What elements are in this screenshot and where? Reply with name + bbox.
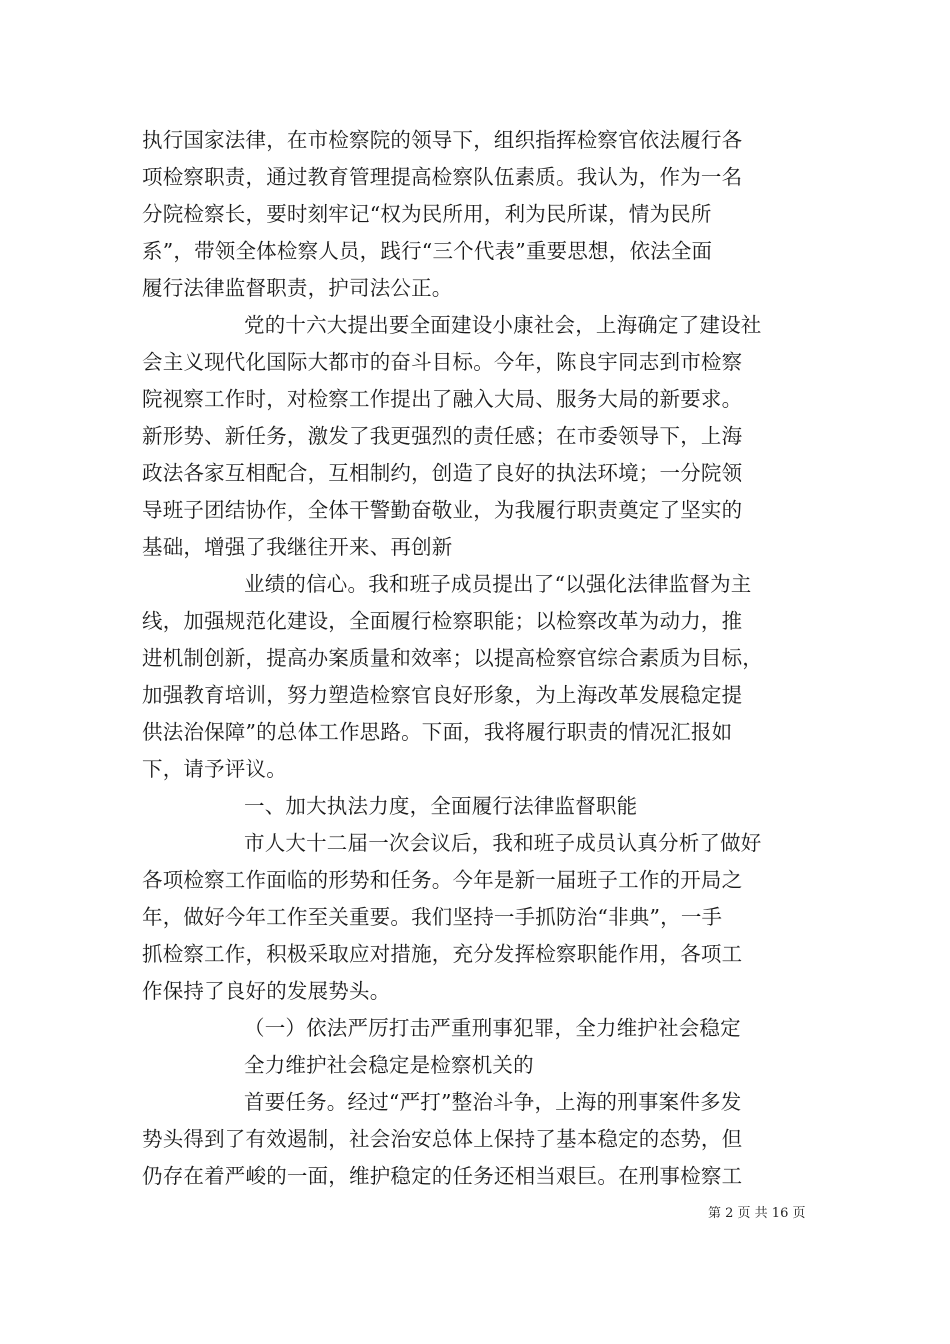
- page-number-footer: 第 2 页 共 16 页: [708, 1206, 806, 1221]
- text-line: 系”，带领全体检察人员，践行“三个代表”重要思想，依法全面: [142, 239, 713, 263]
- text-line: 进机制创新，提高办案质量和效率；以提高检察官综合素质为目标，: [142, 646, 763, 670]
- paragraph-start-line: 首要任务。经过“严打”整治斗争，上海的刑事案件多发: [244, 1090, 742, 1114]
- paragraph-start-line: 全力维护社会稳定是检察机关的: [244, 1053, 534, 1077]
- text-line: 基础，增强了我继往开来、再创新: [142, 535, 453, 559]
- text-line: 年，做好今年工作至关重要。我们坚持一手抓防治“非典”，一手: [142, 905, 723, 929]
- paragraph-start-line: 业绩的信心。我和班子成员提出了“以强化法律监督为主: [244, 572, 752, 596]
- text-line: 线，加强规范化建设，全面履行检察职能；以检察改革为动力，推: [142, 609, 743, 633]
- text-line: 政法各家互相配合，互相制约，创造了良好的执法环境；一分院领: [142, 461, 743, 485]
- text-line: 分院检察长，要时刻牢记“权为民所用，利为民所谋，情为民所: [142, 202, 712, 226]
- text-line: 项检察职责，通过教育管理提高检察队伍素质。我认为，作为一名: [142, 165, 743, 189]
- section-heading: 一、加大执法力度，全面履行法律监督职能: [244, 794, 638, 818]
- text-line: 院视察工作时，对检察工作提出了融入大局、服务大局的新要求。: [142, 387, 743, 411]
- text-line: 执行国家法律，在市检察院的领导下，组织指挥检察官依法履行各: [142, 128, 743, 152]
- text-line: 导班子团结协作，全体干警勤奋敬业，为我履行职责奠定了坚实的: [142, 498, 743, 522]
- text-line: 势头得到了有效遏制，社会治安总体上保持了基本稳定的态势，但: [142, 1127, 743, 1151]
- text-line: 会主义现代化国际大都市的奋斗目标。今年，陈良宇同志到市检察: [142, 350, 743, 374]
- text-line: 抓检察工作，积极采取应对措施，充分发挥检察职能作用，各项工: [142, 942, 743, 966]
- paragraph-start-line: 市人大十二届一次会议后，我和班子成员认真分析了做好: [244, 831, 762, 855]
- text-line: 各项检察工作面临的形势和任务。今年是新一届班子工作的开局之: [142, 868, 743, 892]
- subsection-heading: （一）依法严厉打击严重刑事犯罪，全力维护社会稳定: [244, 1016, 741, 1040]
- text-line: 作保持了良好的发展势头。: [142, 979, 391, 1003]
- text-line: 供法治保障”的总体工作思路。下面，我将履行职责的情况汇报如: [142, 720, 733, 744]
- text-line: 履行法律监督职责，护司法公正。: [142, 276, 453, 300]
- text-line: 仍存在着严峻的一面，维护稳定的任务还相当艰巨。在刑事检察工: [142, 1164, 743, 1188]
- text-line: 加强教育培训，努力塑造检察官良好形象，为上海改革发展稳定提: [142, 683, 743, 707]
- text-line: 新形势、新任务，激发了我更强烈的责任感；在市委领导下，上海: [142, 424, 743, 448]
- text-line: 下，请予评议。: [142, 757, 287, 781]
- paragraph-start-line: 党的十六大提出要全面建设小康社会，上海确定了建设社: [244, 313, 762, 337]
